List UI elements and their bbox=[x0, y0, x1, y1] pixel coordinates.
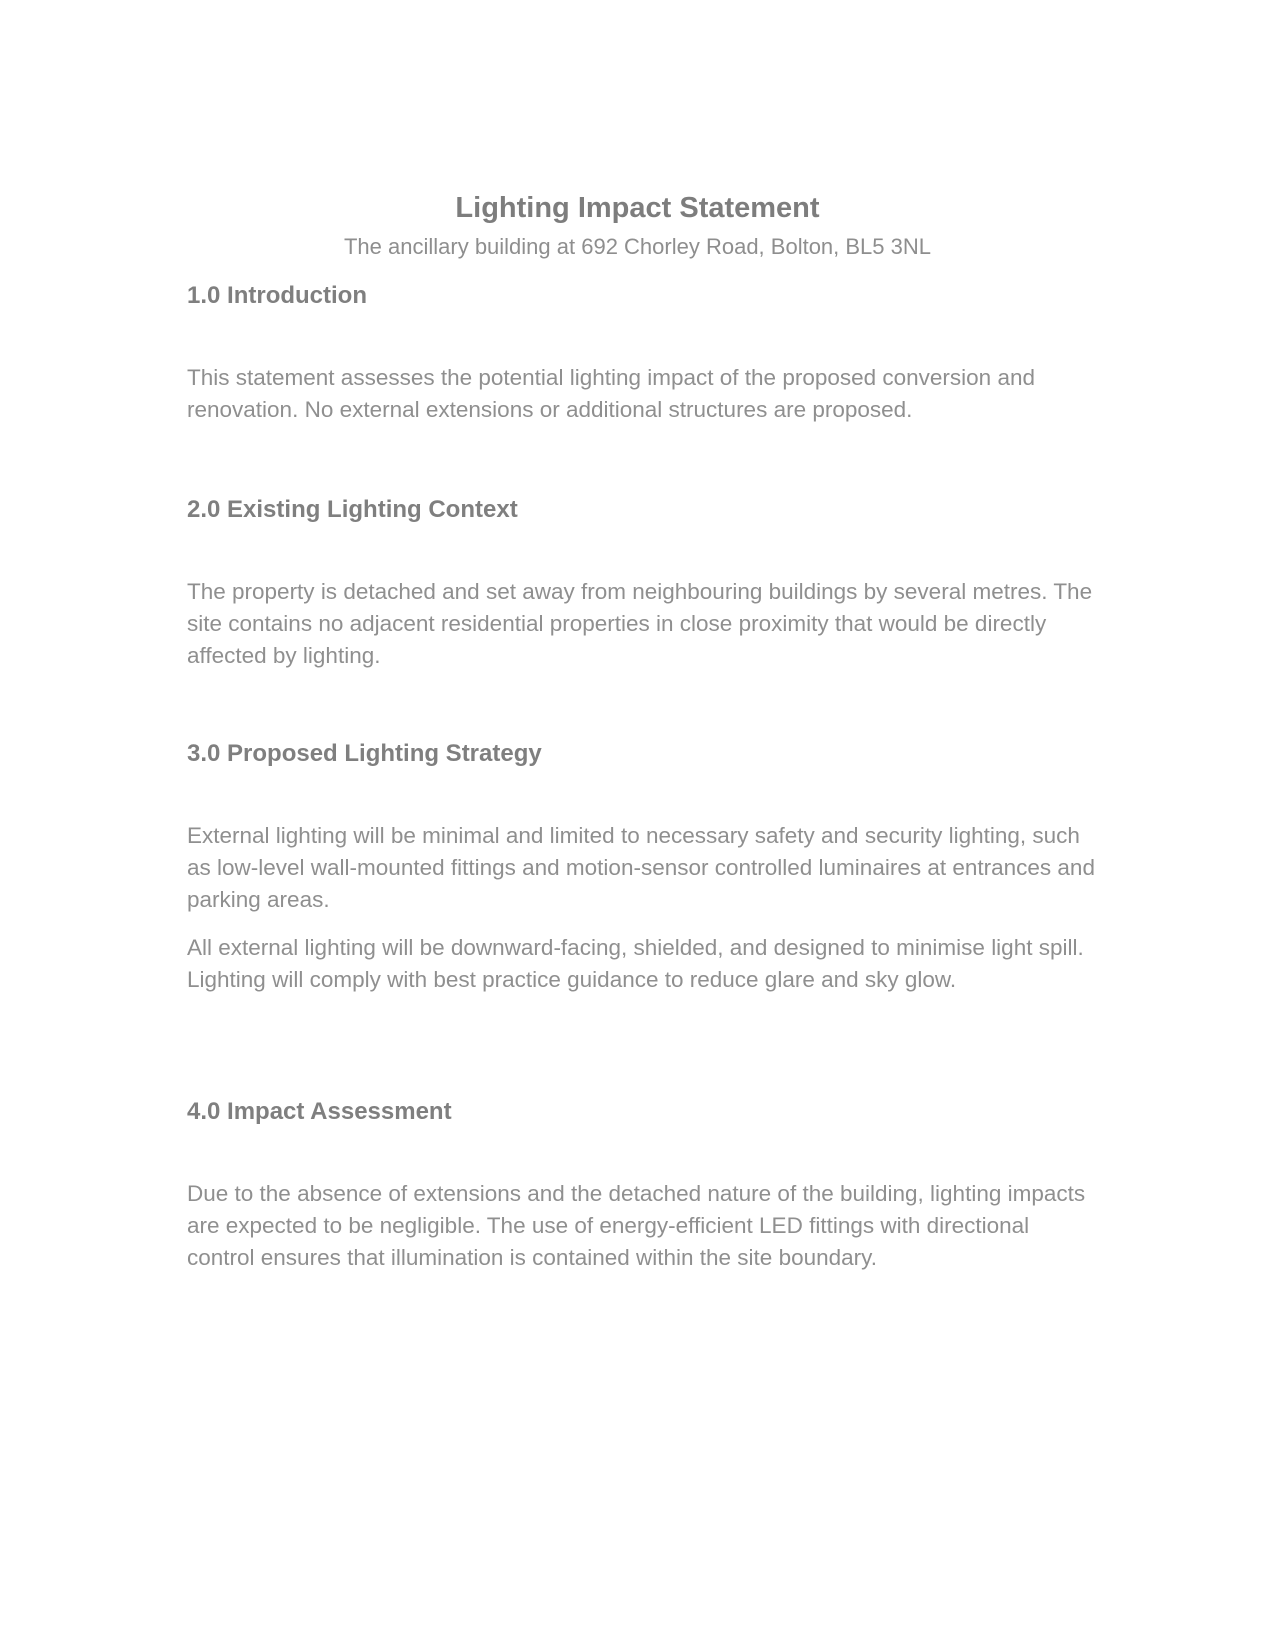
section-paragraph: Due to the absence of extensions and the detached nature of the building, lighting impacts are expected to be negligible. The use of energy-efficient LED fittings with directional control ensures that illumination is contained within the site boundary. bbox=[187, 1181, 1086, 1270]
section-heading-proposed-lighting-strategy: 3.0 Proposed Lighting Strategy bbox=[187, 740, 542, 767]
section-paragraph: External lighting will be minimal and limited to necessary safety and security lighting, such as low-level wall-mounted fittings and motion-sensor controlled luminaires at entrances and parking areas. bbox=[187, 823, 1095, 912]
section-heading-impact-assessment: 4.0 Impact Assessment bbox=[187, 1098, 452, 1125]
document-header bbox=[0, 188, 1275, 262]
section-paragraph: All external lighting will be downward-facing, shielded, and designed to minimise light spill. Lighting will comply with best practice guidance to reduce glare and sky glow. bbox=[187, 935, 1084, 992]
section-paragraph: The property is detached and set away from neighbouring buildings by several metres. The site contains no adjacent residential properties in close proximity that would be directly affected by lighting. bbox=[187, 579, 1093, 668]
section-paragraph: This statement assesses the potential lighting impact of the proposed conversion and renovation. No external extensions or additional structures are proposed. bbox=[187, 365, 1035, 422]
document-title: Lighting Impact Statement bbox=[455, 192, 820, 224]
document-subtitle: The ancillary building at 692 Chorley Road, Bolton, BL5 3NL bbox=[343, 234, 932, 259]
section-heading-existing-lighting-context: 2.0 Existing Lighting Context bbox=[187, 496, 518, 523]
section-heading-introduction: 1.0 Introduction bbox=[187, 282, 367, 309]
